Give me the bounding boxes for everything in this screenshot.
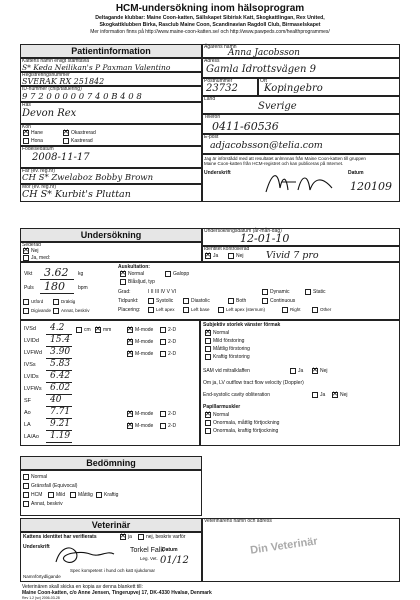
end-nej-label: Nej	[340, 392, 348, 398]
chip-label: Identitet kontrollerad	[204, 246, 250, 252]
meas-label-5: LVFWs	[24, 386, 42, 392]
time-continuous-label: Continuous	[270, 298, 296, 304]
owner-value[interactable]: Anna Jacobsson	[228, 48, 300, 58]
country-box	[202, 96, 400, 114]
meas-label-1: LVIDd	[24, 338, 39, 344]
assess-mild-label: Mild	[56, 492, 66, 498]
meas-label-4: LVIDs	[24, 374, 39, 380]
subj-mattlig-checkbox[interactable]	[205, 346, 211, 352]
unit-mm-label: mm	[103, 327, 112, 333]
rhythm-annat-label: Annat, beskriv	[61, 308, 90, 313]
breed-label: Ras	[22, 102, 31, 108]
lvot-label: Om ja, LV outflow tract flow velocity (Doppler)	[203, 380, 304, 386]
mmode-checkbox-8[interactable]	[127, 423, 133, 429]
meas-value-1[interactable]: 15.4	[50, 335, 71, 345]
weight-label: Vikt	[24, 271, 33, 277]
time-label: Tidpunkt:	[118, 298, 139, 304]
postal-value[interactable]: 23732	[206, 83, 238, 94]
father-label: Far (ev. reg.nr)	[22, 168, 55, 174]
sedated-ja-checkbox[interactable]	[23, 255, 29, 261]
chip-nej-label: Nej	[236, 253, 244, 259]
rhythm-draktig-checkbox[interactable]	[53, 299, 59, 305]
meas-label-8: LA	[24, 422, 31, 428]
regnr-value[interactable]: SVERAK RX 251842	[22, 77, 105, 86]
footer-line-2: Maine Coon-katten, c/o Anne Jensen, Tingerupvej 17, DK-4330 Hvalsø, Denmark	[22, 590, 212, 596]
sex-okastrerad-checkbox[interactable]	[63, 130, 69, 136]
pap-normal-label: Normal	[213, 412, 230, 418]
vet-verified-ja-label: ja	[128, 534, 132, 540]
phone-value[interactable]: 0411-60536	[212, 120, 279, 133]
header-line-1: Deltagande klubbar: Maine Coon-katten, Sällskapet Sibirisk Katt, Skogkattlingan, Rex United,	[95, 15, 325, 21]
exam-section-title: Undersökning	[20, 228, 202, 242]
place-left-apex-label: Left apex	[156, 307, 175, 312]
unit-cm-checkbox[interactable]	[76, 327, 82, 333]
subj-normal-checkbox[interactable]	[205, 330, 211, 336]
place-label: Placering:	[118, 307, 141, 313]
sam-ja-label: Ja	[298, 368, 304, 374]
footer-line-1: Veterinären skall skicka en kopia av denna blankett till:	[22, 584, 143, 590]
sedated-ja-label: Ja, med:	[31, 255, 51, 261]
subj-kraftig-label: Kraftig förstoring	[213, 354, 250, 360]
address-value[interactable]: Gamla Idrottsvägen 9	[206, 64, 317, 75]
mmode-checkbox-2[interactable]	[127, 351, 133, 357]
vet-stamp-label: Veterinärens namn och adress	[204, 518, 272, 524]
phone-label: Telefon	[204, 114, 221, 120]
pap-title: Papillarmuskler	[203, 404, 241, 410]
meas-value-2[interactable]: 3.90	[50, 347, 71, 357]
owner-label: Ägarens namn	[204, 44, 237, 50]
place-left-base-checkbox[interactable]	[183, 307, 189, 313]
rhythm-utford-checkbox[interactable]	[23, 299, 29, 305]
assess-annat-checkbox[interactable]	[23, 501, 29, 507]
owner-date-label: Datum	[348, 170, 364, 176]
mother-value[interactable]: CH S* Kurbit's Pluttan	[22, 189, 131, 200]
meas-label-2: LVFWd	[24, 350, 42, 356]
subj-mild-label: Mild förstoring	[213, 338, 245, 344]
meas-value-8[interactable]: 9.21	[50, 419, 71, 429]
meas-label-0: IVSd	[24, 326, 36, 332]
assess-normal-label: Normal	[31, 474, 48, 480]
time-diastolic-label: Diastolic	[191, 298, 210, 304]
patient-section-title: Patientinformation	[20, 44, 202, 58]
ausc-galopp-label: Galopp	[173, 271, 190, 277]
time-continuous-checkbox[interactable]	[262, 298, 268, 304]
grade-dynamic-checkbox[interactable]	[262, 289, 268, 295]
meas-label-9: LA/Ao	[24, 434, 39, 440]
vet-verified-ja-checkbox[interactable]	[120, 534, 126, 540]
meas-value-5[interactable]: 6.02	[50, 383, 71, 393]
meas-underline-9	[46, 442, 72, 443]
twod-label-7: 2-D	[168, 411, 177, 417]
sam-nej-label: Nej	[320, 368, 328, 374]
vet-verified-label: Kattens identitet har verifierats	[23, 534, 97, 540]
assess-hcm-checkbox[interactable]	[23, 492, 29, 498]
twod-checkbox-2[interactable]	[160, 351, 166, 357]
meas-label-7: Ao	[24, 410, 31, 416]
time-both-checkbox[interactable]	[228, 298, 234, 304]
vet-date-value[interactable]: 01/12	[160, 555, 189, 566]
pulse-value[interactable]: 180	[44, 280, 65, 293]
patient-name-label: Kattens namn enligt stamtavla	[22, 58, 89, 64]
id-label: ID-nummer (chip/tatuering)	[22, 86, 82, 92]
owner-sign-label: Underskrift	[204, 170, 231, 176]
time-systolic-label: Systolic	[156, 298, 174, 304]
twod-label-1: 2-D	[168, 339, 177, 345]
pap-normal-checkbox[interactable]	[205, 412, 211, 418]
vet-verified-nej-checkbox[interactable]	[138, 534, 144, 540]
time-both-label: Both	[236, 298, 247, 304]
subj-kraftig-checkbox[interactable]	[205, 354, 211, 360]
end-ja-label: Ja	[320, 392, 326, 398]
place-sternum-label: Left apex (sternum)	[226, 307, 266, 312]
pap-mattlig-label: Onormala, måttlig förtjockning	[213, 420, 280, 426]
mmode-label-8: M-mode	[135, 423, 154, 429]
twod-label-0: 2-D	[168, 327, 177, 333]
meas-value-9[interactable]: 1.19	[50, 431, 71, 441]
place-other-checkbox[interactable]	[312, 307, 318, 313]
vet-stamp-text: Din Veterinär	[249, 535, 319, 557]
place-left-base-label: Left base	[191, 307, 210, 312]
rhythm-digivande-label: Digivande	[31, 308, 52, 313]
patient-name-value[interactable]: S* Keda Neilikan's P Paxman Valentino	[22, 63, 171, 72]
address-label: Adress	[204, 58, 220, 64]
regnr-label: Registreringsnummer	[22, 72, 70, 78]
meas-value-3[interactable]: 5.83	[50, 359, 71, 369]
email-label: E-post	[204, 134, 219, 140]
meas-value-7[interactable]: 7.71	[50, 407, 71, 417]
grade-label: Grad:	[118, 289, 131, 295]
mmode-checkbox-7[interactable]	[127, 411, 133, 417]
vet-verified-nej-label: nej, beskriv varför	[146, 534, 186, 540]
vet-namefort-label: Namnförtydligande	[23, 574, 61, 579]
time-systolic-checkbox[interactable]	[148, 298, 154, 304]
pap-kraftig-checkbox[interactable]	[205, 428, 211, 434]
mmode-label-2: M-mode	[135, 351, 154, 357]
pap-mattlig-checkbox[interactable]	[205, 420, 211, 426]
sex-hona-label: Hona	[31, 138, 43, 144]
country-value[interactable]: Sverige	[258, 101, 297, 112]
chip-value[interactable]: Vivid 7 pro	[266, 250, 319, 261]
subj-mild-checkbox[interactable]	[205, 338, 211, 344]
assess-kraftig-checkbox[interactable]	[96, 492, 102, 498]
mmode-label-1: M-mode	[135, 339, 154, 345]
sam-label: SAM vid mitralklaffen	[203, 368, 250, 374]
sex-label: Kön	[22, 124, 31, 130]
city-label: Ort	[260, 78, 267, 84]
chip-ja-label: Ja	[213, 253, 219, 259]
assess-mild-checkbox[interactable]	[48, 492, 54, 498]
place-sternum-checkbox[interactable]	[218, 307, 224, 313]
mmode-label-7: M-mode	[135, 411, 154, 417]
twod-checkbox-8[interactable]	[160, 423, 166, 429]
sex-hane-label: Hane	[31, 130, 43, 136]
city-value[interactable]: Kopingebro	[264, 83, 323, 94]
meas-value-4[interactable]: 6.42	[50, 371, 71, 381]
subj-mattlig-label: Måttlig förstoring	[213, 346, 250, 352]
vet-spec-text: Spec kompetent i hund och katt sjukdomar	[70, 568, 156, 573]
subj-title: Subjektiv storlek vänster förmak	[203, 322, 281, 328]
rhythm-annat-checkbox[interactable]	[53, 308, 59, 314]
sedated-nej-checkbox[interactable]	[23, 248, 29, 254]
pulse-unit: bpm	[78, 285, 88, 291]
weight-unit: kg	[78, 271, 84, 277]
consent-text-2: Maine Coon-katten från HCM-registret och kan publiceras på Internet.	[204, 161, 344, 166]
twod-checkbox-7[interactable]	[160, 411, 166, 417]
ausc-normal-checkbox[interactable]	[120, 271, 126, 277]
sedated-nej-label: Nej	[31, 248, 39, 254]
unit-cm-label: cm	[84, 327, 91, 333]
form-title: HCM-undersökning inom hälsoprogram	[115, 3, 305, 14]
assess-grans-checkbox[interactable]	[23, 483, 29, 489]
breed-value[interactable]: Devon Rex	[22, 108, 77, 119]
revision-text: Rev 1.2 (sv) 2006-03-28	[22, 596, 60, 600]
end-nej-checkbox[interactable]	[332, 392, 338, 398]
sex-box	[20, 124, 202, 146]
ausc-blasljud-label: Blåsljud, typ	[128, 279, 155, 285]
pap-kraftig-label: Onormala, kraftig förtjockning	[213, 428, 279, 434]
assess-annat-label: Annat, beskriv	[31, 501, 63, 507]
ausc-blasljud-checkbox[interactable]	[120, 279, 126, 285]
meas-label-3: IVSs	[24, 362, 36, 368]
unit-mm-checkbox[interactable]	[95, 327, 101, 333]
birth-label: Födelsedatum	[22, 146, 54, 152]
father-value[interactable]: CH S* Zwelaboz Bobby Brown	[22, 173, 154, 183]
chip-ja-checkbox[interactable]	[205, 253, 211, 259]
mmode-label-0: M-mode	[135, 327, 154, 333]
place-right-checkbox[interactable]	[282, 307, 288, 313]
owner-date-value[interactable]: 120109	[350, 180, 392, 193]
header-line-3: Mer information finns på http://www.maine-coon-katten.se/ och http://www.pawpeds.com/healthprogrammes/	[90, 29, 330, 35]
assess-kraftig-label: Kraftig	[104, 492, 119, 498]
vet-sign-label: Underskrift	[23, 544, 50, 550]
place-other-label: Other	[320, 307, 332, 312]
sex-hona-checkbox[interactable]	[23, 138, 29, 144]
exam-date-label: Undersökningsdatum (år-mån-dag)	[204, 228, 282, 234]
twod-label-2: 2-D	[168, 351, 177, 357]
vet-leg-text: Leg. Vet.	[140, 556, 158, 561]
rhythm-utford-label: Utförd	[31, 299, 44, 304]
rhythm-digivande-checkbox[interactable]	[23, 308, 29, 314]
vet-stamp-box	[202, 518, 400, 582]
ausc-label: Auskultation:	[118, 264, 150, 270]
vet-signature-icon	[50, 540, 120, 570]
subj-normal-label: Normal	[213, 330, 230, 336]
grade-values: I II III IV V VI	[148, 289, 177, 295]
mother-label: Mor (ev. reg.nr)	[22, 184, 57, 190]
meas-value-6[interactable]: 40	[50, 395, 62, 405]
meas-value-0[interactable]: 4.2	[50, 323, 65, 333]
assess-normal-checkbox[interactable]	[23, 474, 29, 480]
assess-mattlig-checkbox[interactable]	[70, 492, 76, 498]
id-value[interactable]: 9 7 2 0 0 0 0 0 7 4 0 B 4 0 8	[22, 92, 142, 102]
rhythm-draktig-label: Dräktig	[61, 299, 76, 304]
sam-ja-checkbox[interactable]	[290, 368, 296, 374]
ausc-galopp-checkbox[interactable]	[165, 271, 171, 277]
end-label: End-systolic cavity obliteration	[203, 392, 270, 398]
ausc-normal-label: Normal	[128, 271, 145, 277]
vet-date-label: Datum	[162, 547, 178, 553]
place-left-apex-checkbox[interactable]	[148, 307, 154, 313]
twod-label-8: 2-D	[168, 423, 177, 429]
sex-okastrerad-label: Okastrerad	[71, 130, 96, 136]
assess-grans-label: Gränsfall (Equivocal)	[31, 483, 78, 489]
postal-label: Postnummer	[204, 78, 233, 84]
vet-name-text: Torkel Falk	[130, 547, 164, 554]
twod-checkbox-0[interactable]	[160, 327, 166, 333]
vet-section-title: Veterinär	[20, 518, 202, 532]
twod-checkbox-1[interactable]	[160, 339, 166, 345]
place-right-label: Right	[290, 307, 301, 312]
time-diastolic-checkbox[interactable]	[183, 298, 189, 304]
mmode-checkbox-0[interactable]	[127, 327, 133, 333]
grade-static-checkbox[interactable]	[305, 289, 311, 295]
grade-static-label: Static	[313, 289, 326, 295]
exam-date-value[interactable]: 12-01-10	[240, 232, 290, 245]
assessment-section-title: Bedömning	[20, 456, 202, 470]
sedated-label: Sederad	[22, 242, 41, 248]
email-value[interactable]: adjacobsson@telia.com	[210, 140, 323, 151]
grade-dynamic-label: Dynamic	[270, 289, 290, 295]
meas-label-6: SF	[24, 398, 32, 404]
assess-hcm-label: HCM	[31, 492, 43, 498]
consent-text: Jag är införstådd med att resultatet anlmnnas från Maine Coon-katten till gruppen	[204, 156, 366, 161]
weight-value[interactable]: 3.62	[44, 266, 69, 279]
sam-nej-checkbox[interactable]	[312, 368, 318, 374]
pulse-label: Puls	[24, 285, 34, 291]
sex-kastrerad-label: Kastrerad	[71, 138, 93, 144]
sex-kastrerad-checkbox[interactable]	[63, 138, 69, 144]
mmode-checkbox-1[interactable]	[127, 339, 133, 345]
chip-nej-checkbox[interactable]	[228, 253, 234, 259]
assess-mattlig-label: Måttlig	[78, 492, 93, 498]
end-ja-checkbox[interactable]	[312, 392, 318, 398]
country-label: Land	[204, 96, 216, 102]
birth-value[interactable]: 2008-11-17	[32, 152, 90, 163]
header-line-2: Skogkattklubben Birka, Rasclub Maine Coon, Scandinavian Ragdoll Club, Birmaselskapet	[99, 22, 321, 28]
owner-signature-icon	[262, 168, 342, 198]
sex-hane-checkbox[interactable]	[23, 130, 29, 136]
